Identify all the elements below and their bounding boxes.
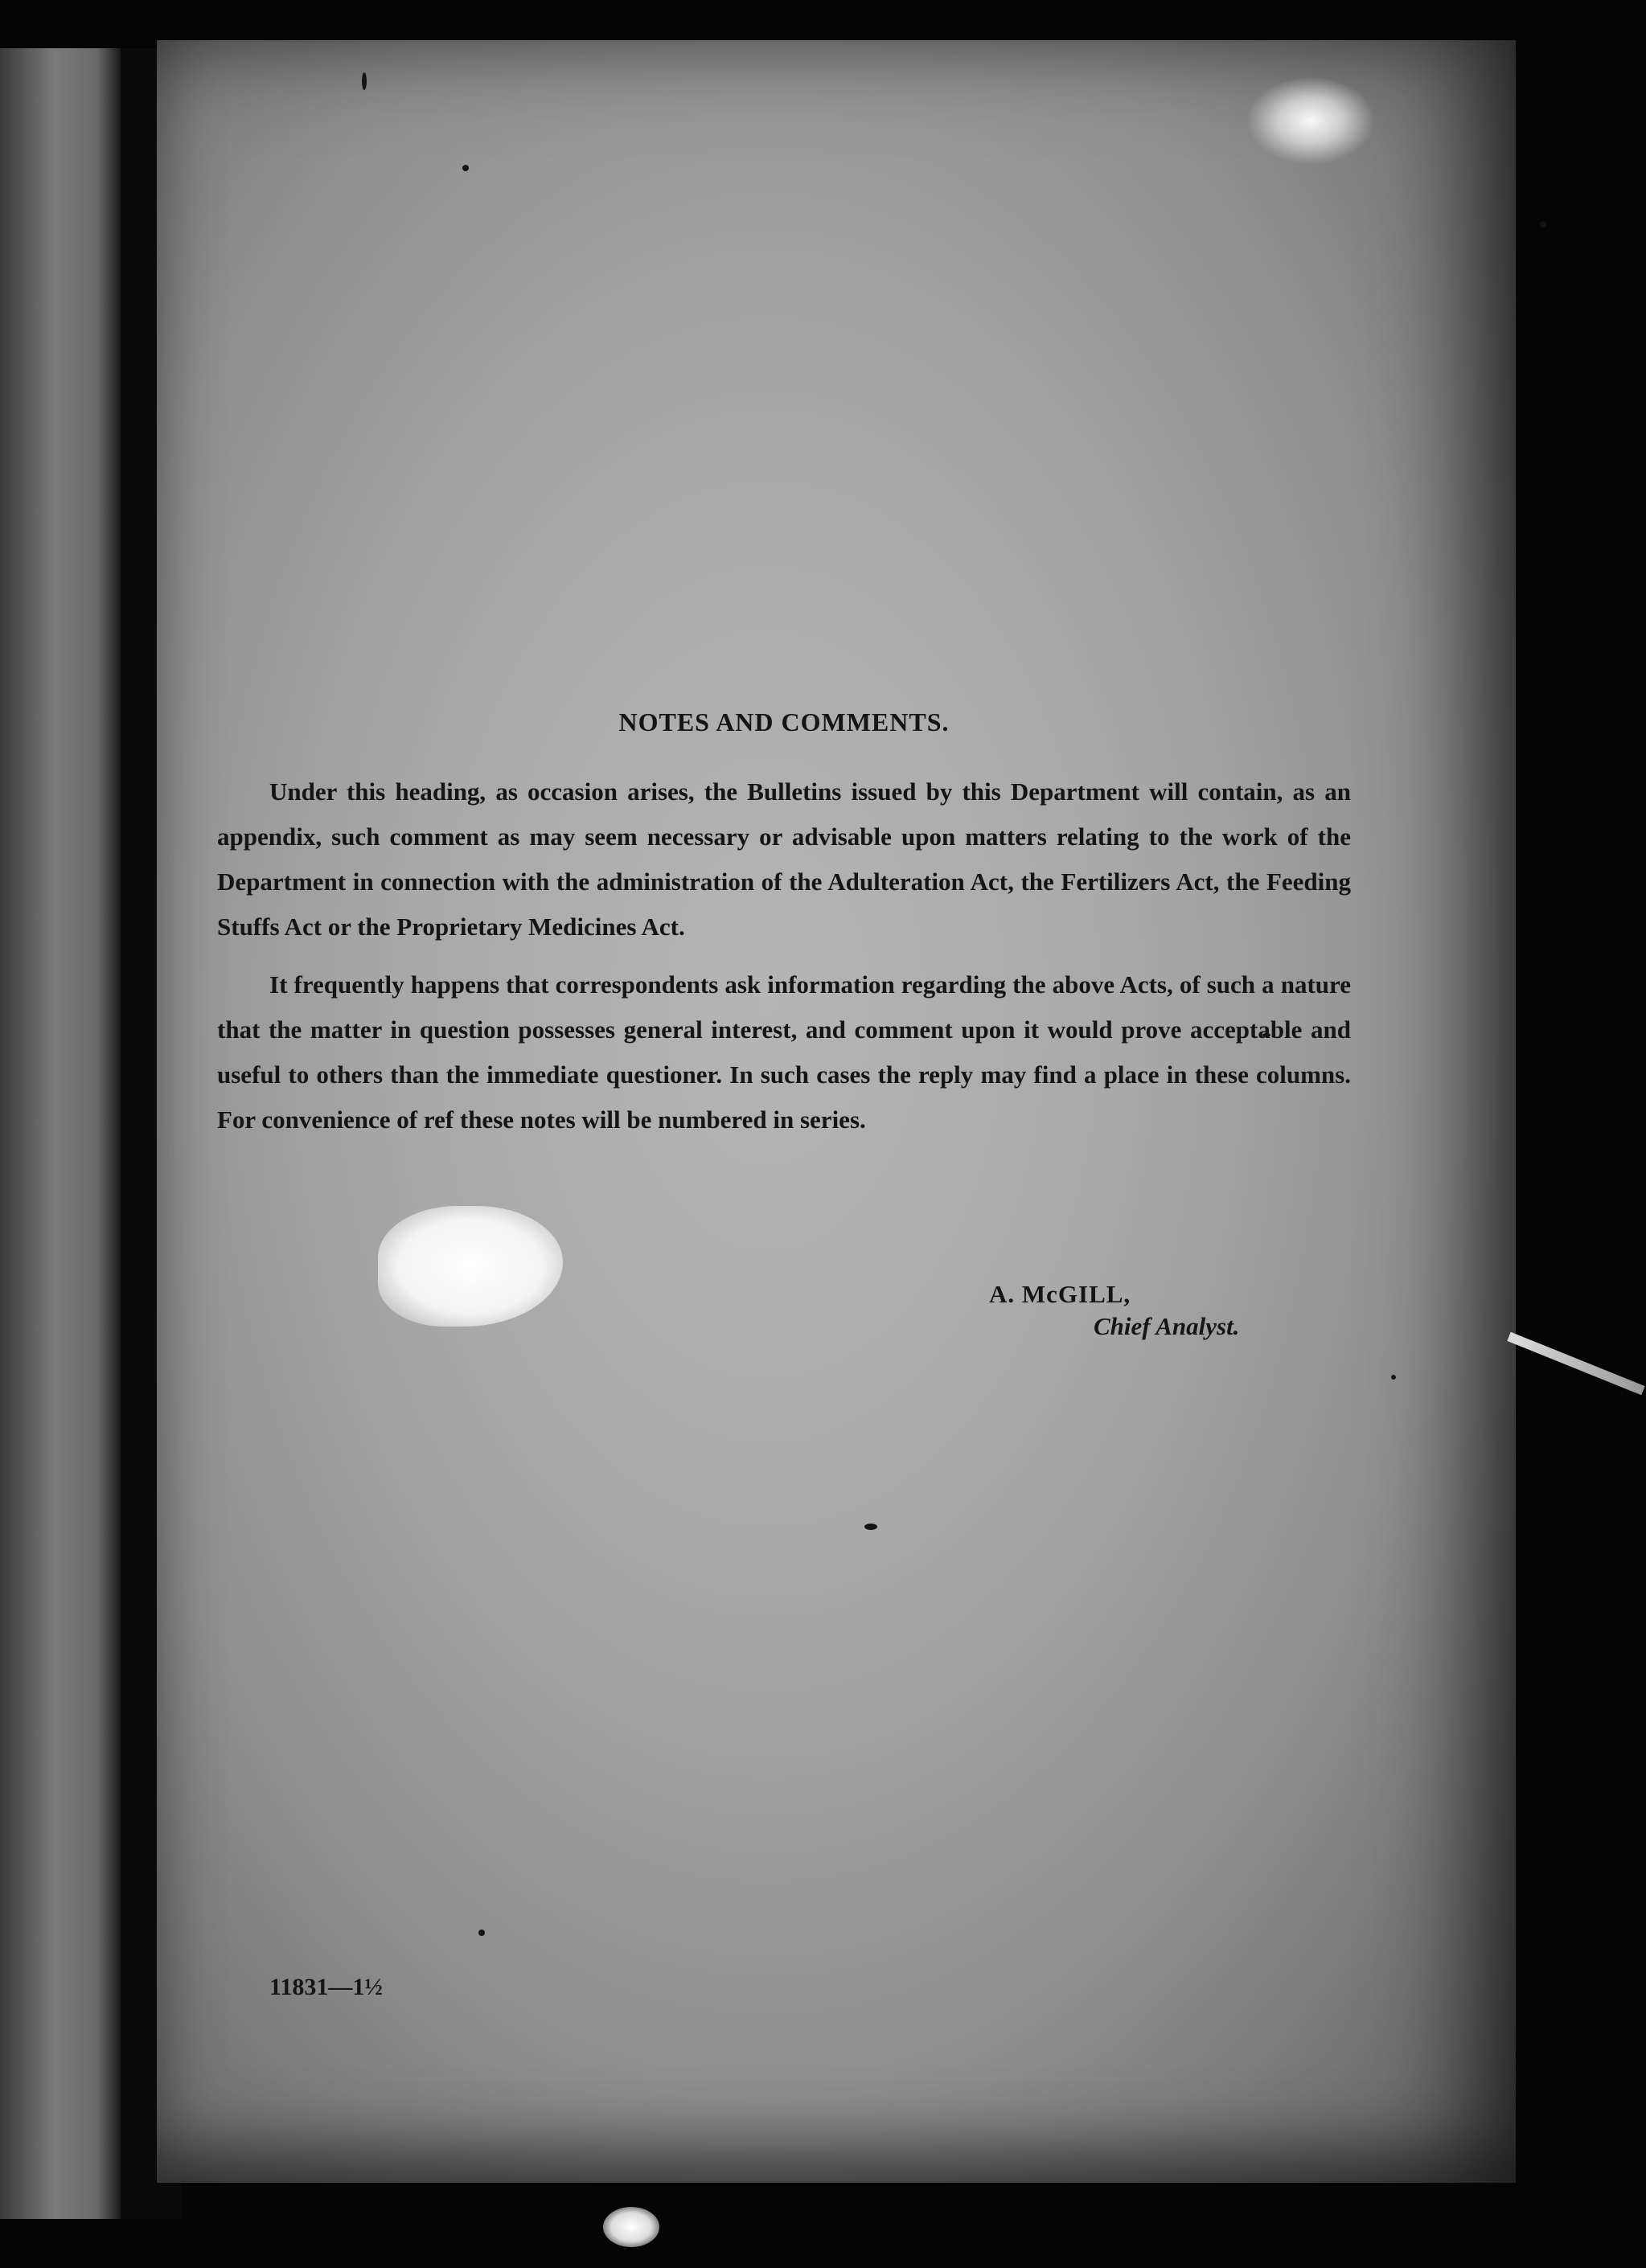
speck (1391, 1375, 1396, 1380)
paragraph-2: It frequently happens that correspondents ask information regarding the above Acts, of such a nature that the matter in question possesses general interest, and comment upon it would prove acceptable and useful to others than the immediate questioner. In such cases the reply may find a place in these columns. For convenience of ref these notes will be numbered in series. (217, 970, 1351, 1134)
speck (1540, 221, 1546, 228)
page-edge-tear (1507, 1332, 1644, 1396)
speck (864, 1524, 877, 1530)
speck (462, 165, 469, 171)
notes-text-block (217, 707, 1351, 1155)
signature-block (989, 1278, 1367, 1343)
signatory-title: Chief Analyst. (1094, 1312, 1240, 1340)
paragraph-1: Under this heading, as occasion arises, the Bulletins issued by this Department will contain, as an appendix, such comment as may seem necessary or advisable upon matters relating to the work of the Department in connection with the administration of the Adulteration Act, the Fertilizers Act, the Feeding Stuffs Act or the Proprietary Medicines Act. (217, 777, 1351, 941)
light-flare (1246, 76, 1375, 165)
print-code: 11831—1½ (269, 1974, 383, 2000)
speck (478, 1930, 485, 1936)
facing-page-edge (0, 48, 121, 2219)
page-title: NOTES AND COMMENTS. (618, 707, 950, 736)
signatory-name: A. McGILL, (989, 1280, 1131, 1308)
speck (362, 72, 367, 90)
bottom-blot (603, 2207, 659, 2247)
